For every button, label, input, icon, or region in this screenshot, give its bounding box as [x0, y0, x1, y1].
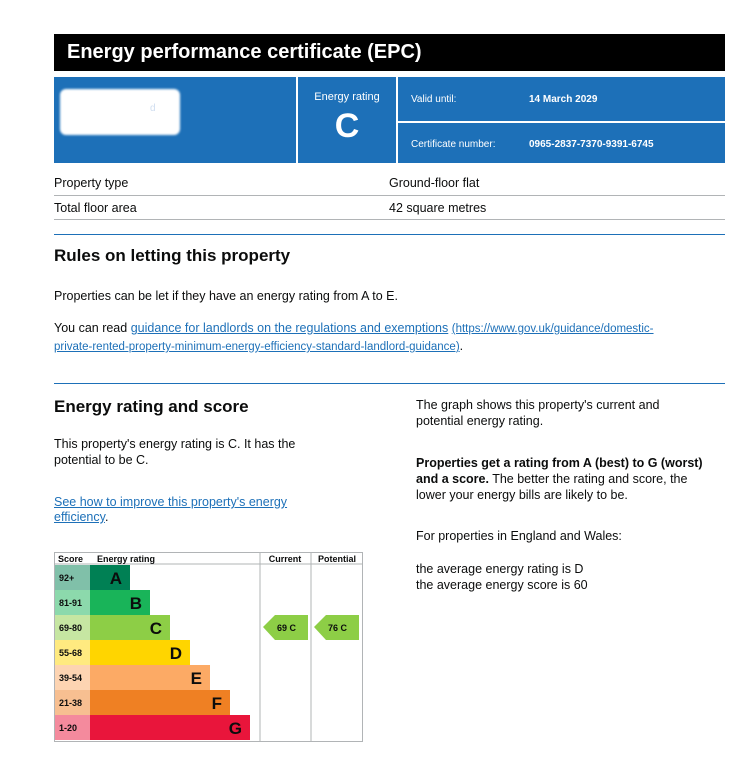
landlord-guidance-link[interactable]: guidance for landlords on the regulations and exemptions — [130, 321, 449, 335]
rest-line3: lower your energy bills are likely to be. — [416, 488, 628, 502]
band-score-f: 21-38 — [59, 698, 83, 708]
valid-until-label: Valid until: — [411, 94, 457, 105]
valid-until-value: 14 March 2029 — [529, 94, 598, 105]
row-divider — [54, 219, 725, 220]
certificate-number-label: Certificate number: — [411, 139, 496, 150]
band-letter-e: E — [190, 669, 202, 688]
band-score-g: 1-20 — [59, 723, 78, 733]
explanation-line1: The graph shows this property's current and — [416, 398, 660, 412]
energy-para-line1: This property's energy rating is C. It has the — [54, 437, 296, 451]
band-letter-a: A — [109, 569, 122, 588]
letting-heading: Rules on letting this property — [54, 246, 291, 265]
certificate-number-value: 0965-2837-7370-9391-6745 — [529, 139, 654, 150]
energy-heading: Energy rating and score — [54, 397, 249, 416]
energy-para-line2: potential to be C. — [54, 453, 149, 467]
guidance-url-line1[interactable]: (https://www.gov.uk/guidance/domestic- — [451, 323, 654, 335]
property-type-label: Property type — [54, 176, 129, 190]
band-letter-f: F — [211, 694, 222, 713]
average-score: the average energy score is 60 — [416, 578, 588, 592]
energy-rating-box — [298, 77, 396, 163]
section-divider — [54, 383, 725, 384]
address-redaction — [60, 89, 180, 135]
section-divider — [54, 234, 725, 235]
improve-suffix: . — [104, 510, 109, 524]
guidance-url-line2[interactable]: private-rented-property-minimum-energy-efficiency-standard-landlord-guidance) — [54, 341, 460, 353]
guidance-prefix: You can read — [54, 321, 131, 335]
epc-rating-graph — [54, 552, 363, 742]
current-rating-label: 69 C — [277, 623, 297, 633]
energy-rating-paragraph — [54, 436, 295, 468]
header-current: Current — [268, 554, 302, 564]
band-letter-d: D — [169, 644, 182, 663]
explanation-line2: potential energy rating. — [416, 414, 544, 428]
potential-rating-label: 76 C — [328, 623, 348, 633]
bold-line2: and a score. — [416, 472, 489, 486]
bold-line1: Properties get a rating from A (best) to G (worst) — [416, 456, 703, 470]
improve-efficiency-link-cont[interactable]: efficiency — [54, 510, 105, 524]
header-energy-rating: Energy rating — [97, 554, 156, 564]
band-score-a: 92+ — [59, 573, 75, 583]
floor-area-label: Total floor area — [54, 201, 137, 215]
band-letter-g: G — [228, 719, 242, 738]
energy-rating-letter: C — [334, 107, 360, 145]
rest-line2: The better the rating and score, the — [488, 472, 688, 486]
address-box — [54, 77, 296, 163]
graph-explanation — [416, 397, 716, 429]
average-rating: the average energy rating is D — [416, 562, 584, 576]
guidance-suffix: . — [459, 339, 464, 353]
band-bar-f — [90, 690, 230, 715]
property-type-value: Ground-floor flat — [389, 176, 480, 190]
header-score: Score — [58, 554, 84, 564]
header-potential: Potential — [317, 554, 357, 564]
rating-scale-explanation — [416, 455, 726, 503]
floor-area-value: 42 square metres — [389, 201, 487, 215]
divider — [396, 77, 398, 163]
band-score-e: 39-54 — [59, 673, 83, 683]
band-score-d: 55-68 — [59, 648, 83, 658]
band-score-c: 69-80 — [59, 623, 83, 633]
band-letter-b: B — [129, 594, 142, 613]
england-wales-text: For properties in England and Wales: — [416, 529, 622, 543]
improve-efficiency-link[interactable]: See how to improve this property's energy — [54, 495, 288, 509]
band-score-b: 81-91 — [59, 598, 83, 608]
band-bar-g — [90, 715, 250, 740]
guidance-paragraph — [54, 320, 725, 337]
guidance-url-row — [54, 337, 463, 355]
improve-link-block — [54, 495, 287, 525]
energy-rating-label: Energy rating — [314, 91, 380, 103]
band-letter-c: C — [149, 619, 162, 638]
letting-paragraph: Properties can be let if they have an energy rating from A to E. — [54, 289, 398, 303]
address-fragment: d — [150, 103, 156, 114]
row-divider — [54, 195, 725, 196]
divider — [398, 121, 725, 123]
summary-panel — [54, 77, 725, 163]
page-title: Energy performance certificate (EPC) — [54, 34, 725, 71]
averages — [416, 561, 588, 593]
